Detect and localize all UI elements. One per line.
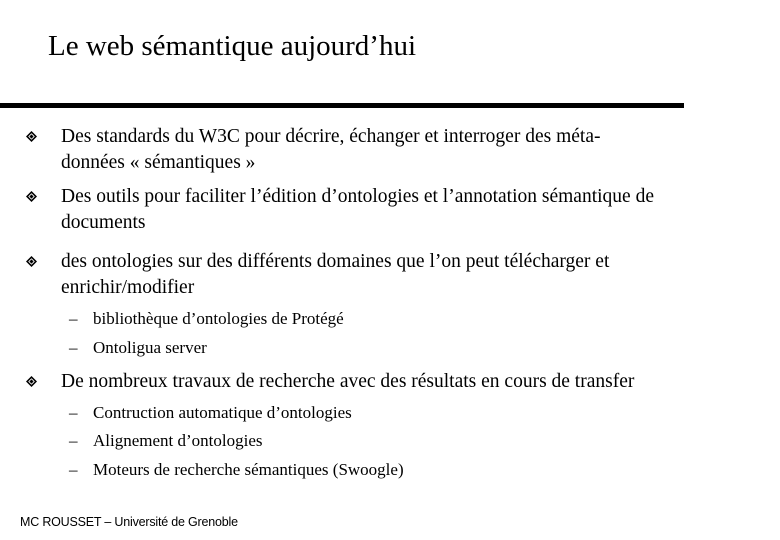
slide-footer: MC ROUSSET – Université de Grenoble [20,515,238,529]
bullet-text-line: documents [61,212,146,233]
title-divider [0,103,684,108]
sub-item-dash: – [69,403,78,422]
bullet-diamond-icon [26,191,37,202]
slide-title: Le web sémantique aujourd’hui [48,30,417,62]
sub-item-text: Contruction automatique d’ontologies [93,403,352,422]
sub-item-text: Ontoligua server [93,338,207,357]
sub-item-dash: – [69,309,78,328]
bullet-text-line: des ontologies sur des différents domaines que l’on peut télécharger et [61,251,610,272]
sub-item-text: bibliothèque d’ontologies de Protégé [93,309,344,328]
bullet-diamond-icon [26,131,37,142]
bullet-diamond-icon [26,376,37,387]
sub-item-dash: – [69,338,78,357]
sub-item-dash: – [69,460,78,479]
bullet-diamond-icon [26,256,37,267]
sub-item-text: Alignement d’ontologies [93,431,263,450]
bullet-text-line: enrichir/modifier [61,277,195,298]
bullet-text-line: De nombreux travaux de recherche avec des résultats en cours de transfer [61,371,635,392]
sub-item-dash: – [69,431,78,450]
bullet-text-line: Des outils pour faciliter l’édition d’ontologies et l’annotation sémantique de [61,186,654,207]
bullet-text-line: Des standards du W3C pour décrire, échanger et interroger des méta- [61,126,601,147]
bullet-text-line: données « sémantiques » [61,152,256,173]
sub-item-text: Moteurs de recherche sémantiques (Swoogle) [93,460,404,479]
